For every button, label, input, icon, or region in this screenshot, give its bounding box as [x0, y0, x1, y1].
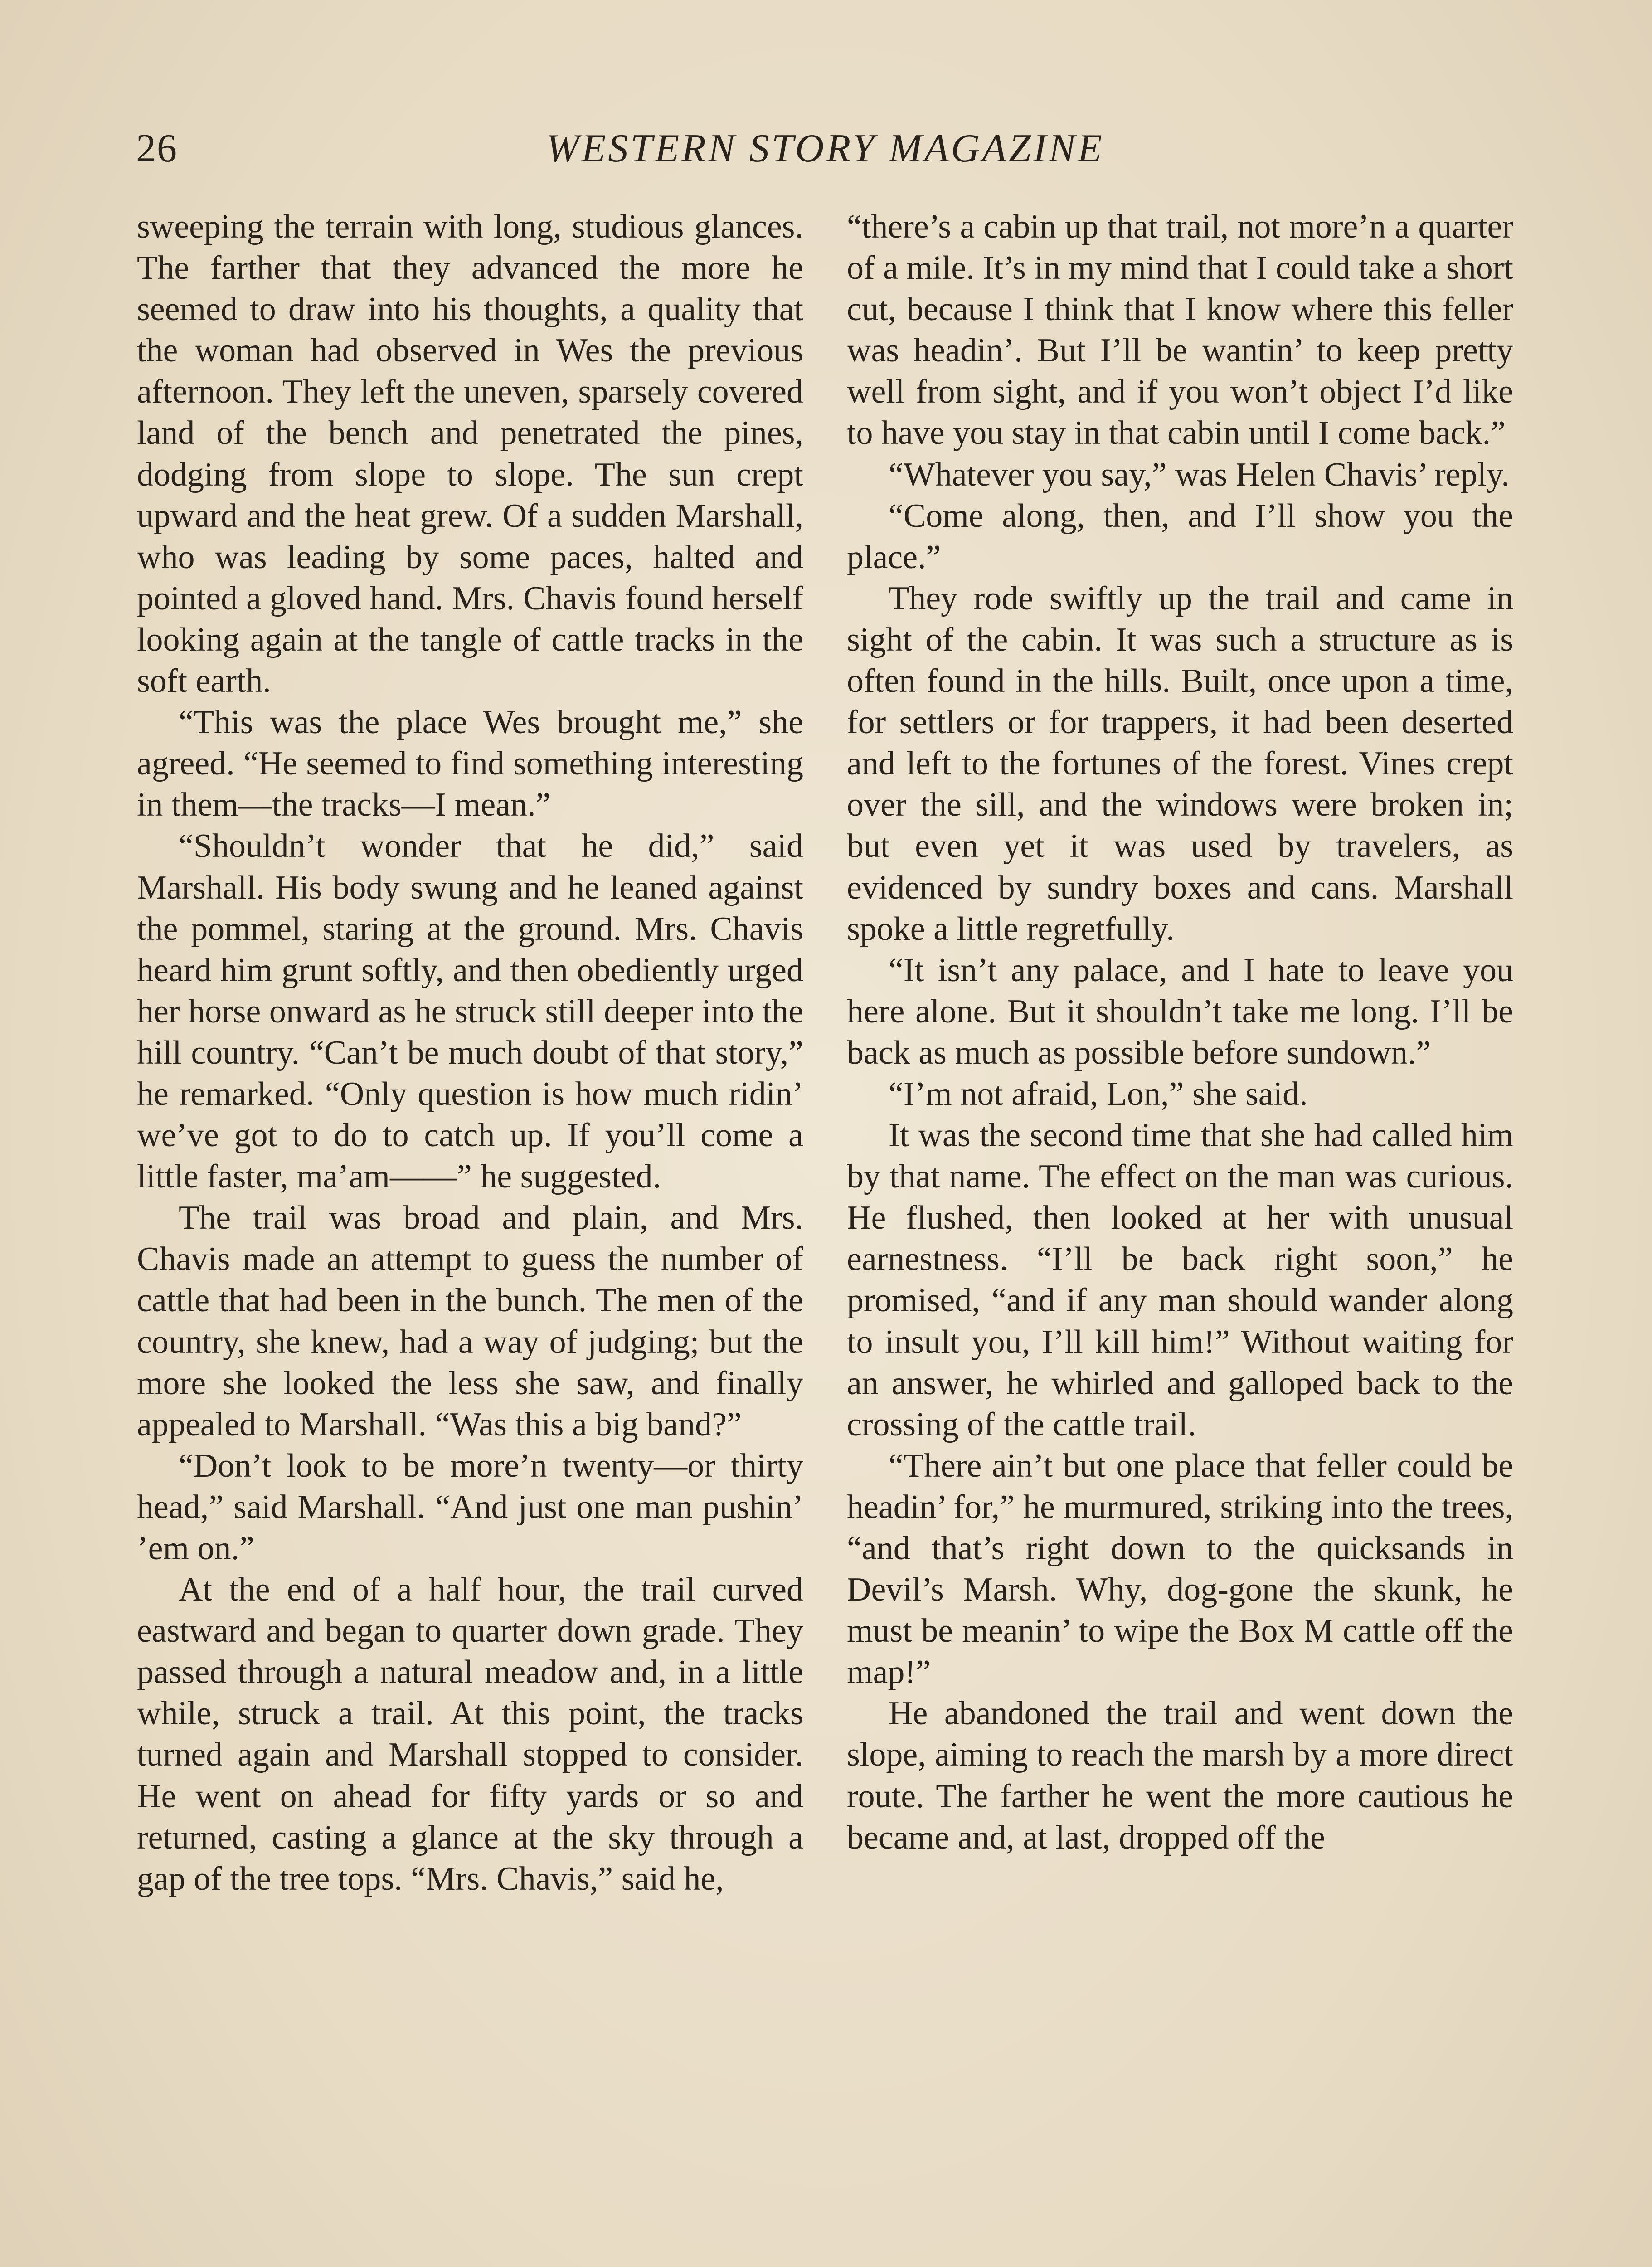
page-header: [136, 122, 1514, 176]
paragraph: He abandoned the trail and went down the slope, aiming to reach the marsh by a more direct route. The farther he went the more cautious he became and, at last, dropped off the: [847, 1695, 1513, 1856]
paragraph: “Come along, then, and I’ll show you the place.”: [847, 497, 1513, 576]
paragraph: “Don’t look to be more’n twenty—or thirty head,” said Marshall. “And just one man pushin’ ’em on.”: [137, 1447, 803, 1567]
paragraph: “I’m not afraid, Lon,” she said.: [889, 1075, 1308, 1113]
paragraph: The trail was broad and plain, and Mrs. Chavis made an attempt to guess the number of cattle that had been in the bunch. The men of the country, she knew, had a way of judging; but the more she looked the less she saw, and finally appealed to Marshall. “Was this a big band?”: [137, 1199, 803, 1443]
paragraph: “Shouldn’t wonder that he did,” said Marshall. His body swung and he leaned against the pommel, staring at the ground. Mrs. Chavis heard him grunt softly, and then obediently urged her horse onward as he struck still deeper into the hill country. “Can’t be much doubt of that story,” he remarked. “Only question is how much ridin’ we’ve got to do to catch up. If you’ll come a little faster, ma’am——” he suggested.: [137, 827, 803, 1196]
paragraph: “Whatever you say,” was Helen Chavis’ reply.: [889, 456, 1510, 493]
paragraph: “There ain’t but one place that feller could be headin’ for,” he murmured, striking into the trees, “and that’s right down to the quicksands in Devil’s Marsh. Why, dog-gone the skunk, he must be meanin’ to wipe the Box M cattle off the map!”: [847, 1447, 1513, 1691]
paragraph: At the end of a half hour, the trail curved eastward and began to quarter down grade. They passed through a natural meadow and, in a little while, struck a trail. At this point, the tracks turned again and Marshall stopped to consider. He went on ahead for fifty yards or so and returned, casting a glance at the sky through a gap of the tree tops. “Mrs. Chavis,” said he,: [137, 1571, 803, 1897]
paragraph: sweeping the terrain with long, studious glances. The farther that they advanced the more he seemed to draw into his thoughts, a quality that the woman had observed in Wes the previous afternoon. They left the uneven, sparsely covered land of the bench and penetrated the pines, dodging from slope to slope. The sun crept upward and the heat grew. Of a sudden Marshall, who was leading by some paces, halted and pointed a gloved hand. Mrs. Chavis found herself looking again at the tangle of cattle tracks in the soft earth.: [137, 208, 803, 700]
paragraph: “It isn’t any palace, and I hate to leave you here alone. But it shouldn’t take me long. I’ll be back as much as possible before sundown.”: [847, 951, 1513, 1071]
running-title: WESTERN STORY MAGAZINE: [546, 126, 1104, 170]
text-column-left: [137, 206, 803, 1900]
paragraph: “there’s a cabin up that trail, not more’n a quarter of a mile. It’s in my mind that I could take a short cut, because I think that I know where this feller was headin’. But I’ll be wantin’ to keep pretty well from sight, and if you won’t object I’d like to have you stay in that cabin until I come back.”: [847, 208, 1513, 452]
text-column-right: [847, 206, 1513, 1858]
paragraph: It was the second time that she had called him by that name. The effect on the man was curious. He flushed, then looked at her with unusual earnestness. “I’ll be back right soon,” he promised, “and if any man should wander along to insult you, I’ll kill him!” Without waiting for an answer, he whirled and galloped back to the crossing of the cattle trail.: [847, 1117, 1513, 1443]
paragraph: They rode swiftly up the trail and came in sight of the cabin. It was such a structure as is often found in the hills. Built, once upon a time, for settlers or for trappers, it had been deserted and left to the fortunes of the forest. Vines crept over the sill, and the windows were broken in; but even yet it was used by travelers, as evidenced by sundry boxes and cans. Marshall spoke a little regretfully.: [847, 579, 1513, 948]
paragraph: “This was the place Wes brought me,” she agreed. “He seemed to find something interesting in them—the tracks—I mean.”: [137, 704, 803, 824]
page-number: 26: [136, 126, 178, 170]
